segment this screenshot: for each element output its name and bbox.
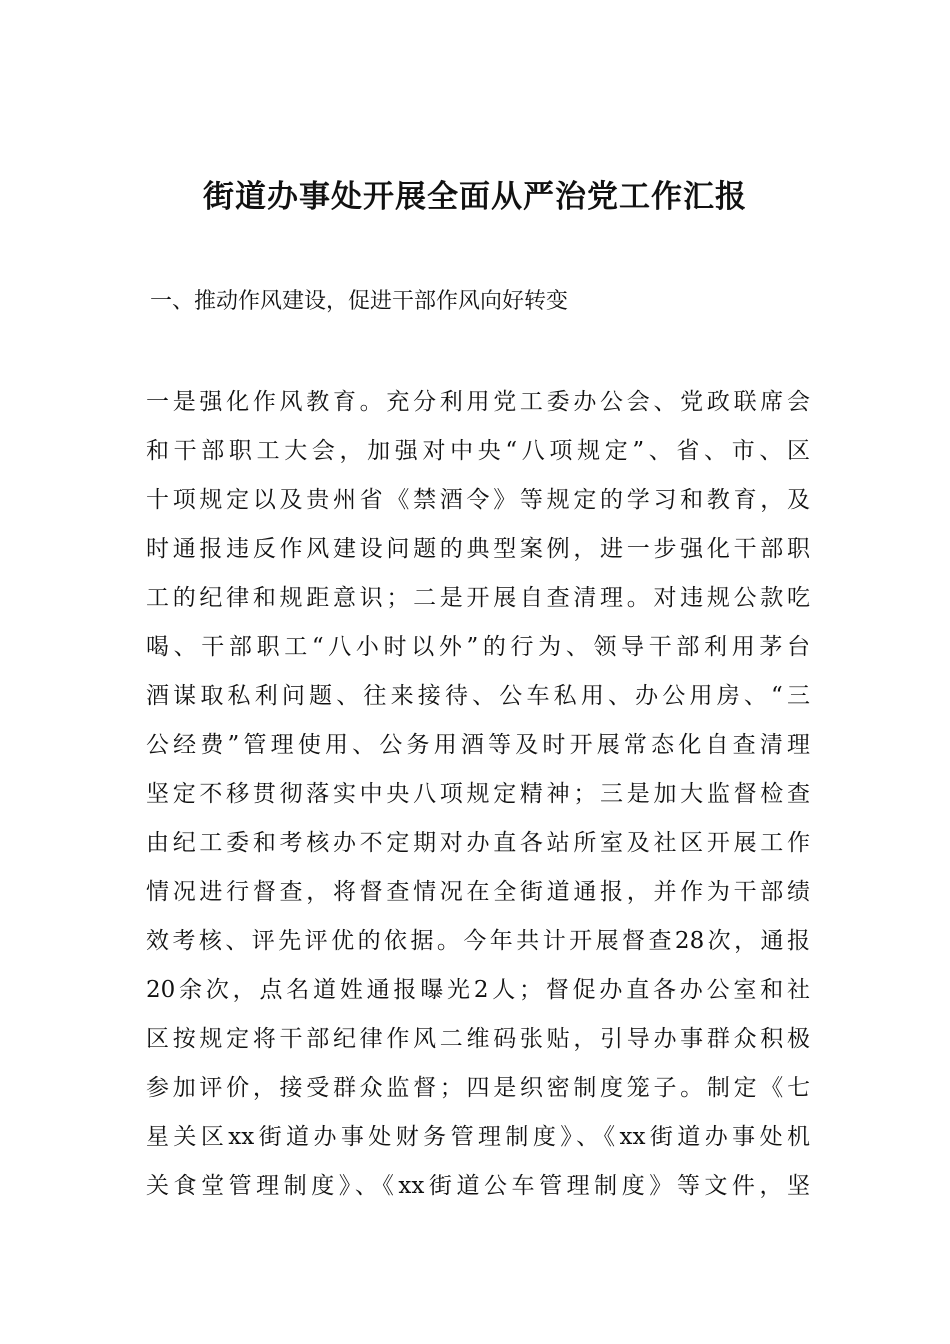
body-line: 关食堂管理制度》、《xx街道公车管理制度》等文件，坚 — [146, 1173, 810, 1199]
body-line: 由纪工委和考核办不定期对办直各站所室及社区开展工作 — [146, 830, 810, 856]
body-text — [146, 378, 810, 1211]
body-line: 情况进行督查，将督查情况在全街道通报，并作为干部绩 — [146, 879, 810, 905]
body-line: 和干部职工大会，加强对中央“八项规定”、省、市、区 — [146, 438, 810, 464]
body-line: 喝、干部职工“八小时以外”的行为、领导干部利用茅台 — [146, 634, 810, 660]
body-line: 参加评价，接受群众监督；四是织密制度笼子。制定《七 — [146, 1075, 810, 1101]
body-line: 一是强化作风教育。充分利用党工委办公会、党政联席会 — [146, 389, 810, 415]
body-line: 酒谋取私利问题、往来接待、公车私用、办公用房、“三 — [146, 683, 810, 709]
body-line: 效考核、评先评优的依据。今年共计开展督查28次，通报 — [146, 928, 810, 954]
document-title: 街道办事处开展全面从严治党工作汇报 — [203, 179, 747, 215]
body-line: 星关区xx街道办事处财务管理制度》、《xx街道办事处机 — [146, 1124, 810, 1150]
body-line: 十项规定以及贵州省《禁酒令》等规定的学习和教育，及 — [146, 487, 810, 513]
body-line: 20余次，点名道姓通报曝光2人；督促办直各办公室和社 — [146, 977, 810, 1003]
body-line: 公经费”管理使用、公务用酒等及时开展常态化自查清理 — [146, 732, 810, 758]
body-line: 坚定不移贯彻落实中央八项规定精神；三是加大监督检查 — [146, 781, 810, 807]
body-line: 区按规定将干部纪律作风二维码张贴，引导办事群众积极 — [146, 1026, 810, 1052]
body-line: 工的纪律和规距意识；二是开展自查清理。对违规公款吃 — [146, 585, 810, 611]
section-heading: 一、推动作风建设，促进干部作风向好转变 — [150, 289, 569, 314]
body-line: 时通报违反作风建设问题的典型案例，进一步强化干部职 — [146, 536, 810, 562]
